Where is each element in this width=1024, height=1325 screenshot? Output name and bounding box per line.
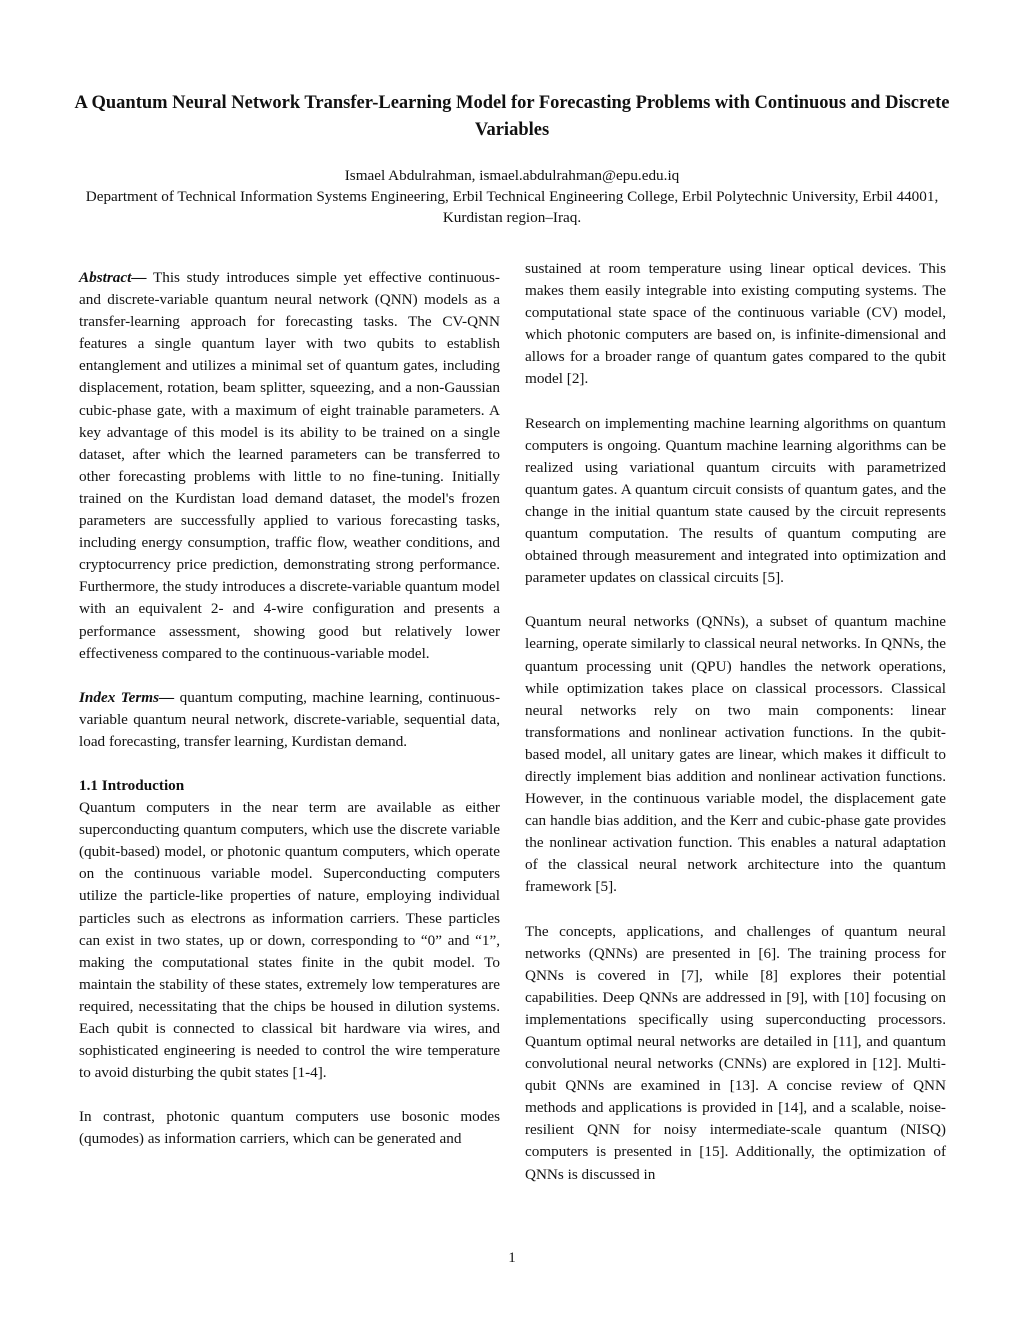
right-paragraph-4: The concepts, applications, and challenges of quantum neural networks (QNNs) are presented in [6]. The training process for QNNs is covered in [7], while [8] explores their potential capabilities. Deep QNNs are addressed in [9], with [10] focusing on implementations specifically using superconducting processors. Quantum optimal neural networks are detailed in [11], and quantum convolutional neural networks (CNNs) are explored in [12]. Multi-qubit QNNs are examined in [13]. A concise review of QNN methods and applications is provided in [14], and a scalable, noise-resilient QNN for noisy intermediate-scale quantum (NISQ) computers is presented in [15]. Additionally, the optimization of QNNs is discussed in: [525, 922, 946, 1183]
right-paragraph-2: Research on implementing machine learning algorithms on quantum computers is ongoing. Quantum machine learning algorithms can be realized using variational quantum circuits with parametrized quantum gates. A quantum circuit consists of quantum gates, and the change in the initial quantum state caused by the circuit represents quantum computation. The results of quantum computing are obtained through measurement and integrated into optimization and parameter updates on classical circuits [5].: [525, 414, 946, 587]
intro-paragraph-1: Quantum computers in the near term are available as either superconducting quantum computers, which use the discrete variable (qubit-based) model, or photonic quantum computers, which operate on the continuous variable model. Superconducting computers utilize the particle-like properties of nature, employing individual particles such as electrons as information carriers. These particles can exist in two states, up or down, corresponding to “0” and “1”, making the computational states finite in the qubit model. To maintain the stability of these states, extremely low temperatures are required, necessitating that the chips be housed in dilution systems. Each qubit is connected to classical bit hardware via wires, and sophisticated engineering is needed to control the wire temperature to avoid disturbing the qubit states [1-4].: [79, 799, 500, 1082]
index-terms-text: quantum computing, machine learning, continuous-variable quantum neural network, discrete-variable, sequential data, load forecasting, transfer learning, Kurdistan demand.: [79, 688, 501, 750]
abstract-label: Abstract—: [79, 269, 147, 286]
affiliation: Department of Technical Information Systems Engineering, Erbil Technical Engineering College, Erbil Polytechnic University, Erbil 44001, Kurdistan region–Iraq.: [85, 188, 939, 226]
right-paragraph-1: sustained at room temperature using linear optical devices. This makes them easily integrable into existing computing systems. The computational state space of the continuous variable (CV) model, which photonic computers are based on, is infinite-dimensional and allows for a broader range of quantum gates compared to the qubit model [2].: [525, 260, 946, 388]
index-terms-paragraph: [79, 687, 500, 753]
intro-paragraph-2: In contrast, photonic quantum computers use bosonic modes (qumodes) as information carriers, which can be generated and: [79, 1108, 500, 1148]
page-number: 1: [508, 1250, 516, 1266]
right-paragraph-3: Quantum neural networks (QNNs), a subset of quantum machine learning, operate similarly to classical neural networks. In QNNs, the quantum processing unit (QPU) handles the network operations, while optimization takes place on classical processors. Classical neural networks rely on two main components: linear transformations and nonlinear activation functions. In the qubit-based model, all unitary gates are linear, which makes it difficult to directly implement bias addition and nonlinear activation functions. However, in the continuous variable model, the displacement gate can handle bias addition, and the Kerr and cubic-phase gate provides the nonlinear activation function. This enables a natural adaptation of the classical neural network architecture into the quantum framework [5].: [525, 613, 946, 896]
author-block: [60, 165, 964, 228]
left-column: [79, 267, 500, 1150]
abstract-paragraph: [79, 267, 500, 665]
paper-title: A Quantum Neural Network Transfer-Learning Model for Forecasting Problems with Continuous and Discrete Variables: [74, 93, 950, 140]
index-terms-label: Index Terms—: [79, 688, 175, 706]
author-line: Ismael Abdulrahman, ismael.abdulrahman@epu.edu.iq: [344, 167, 680, 184]
section-heading: 1.1 Introduction: [79, 776, 185, 794]
abstract-text: This study introduces simple yet effective continuous- and discrete-variable quantum neural network (QNN) models as a transfer-learning approach for forecasting tasks. The CV-QNN features a single quantum layer with two qubits to establish entanglement and utilizes a minimal set of quantum gates, including displacement, rotation, beam splitter, squeezing, and a non-Gaussian cubic-phase gate, with a maximum of eight trainable parameters. A key advantage of this model is its ability to be trained on a single dataset, after which the learned parameters can be transferred to other forecasting problems with little to no fine-tuning. Initially trained on the Kurdistan load demand dataset, the model's frozen parameters are successfully applied to various forecasting tasks, including energy consumption, traffic flow, weather conditions, and cryptocurrency price prediction, demonstrating strong performance. Furthermore, the study introduces a discrete-variable quantum model with an equivalent 2- and 4-wire configuration and presents a performance assessment, showing good but relatively lower effectiveness compared to the continuous-variable model.: [79, 269, 500, 662]
right-column: [525, 258, 946, 1186]
